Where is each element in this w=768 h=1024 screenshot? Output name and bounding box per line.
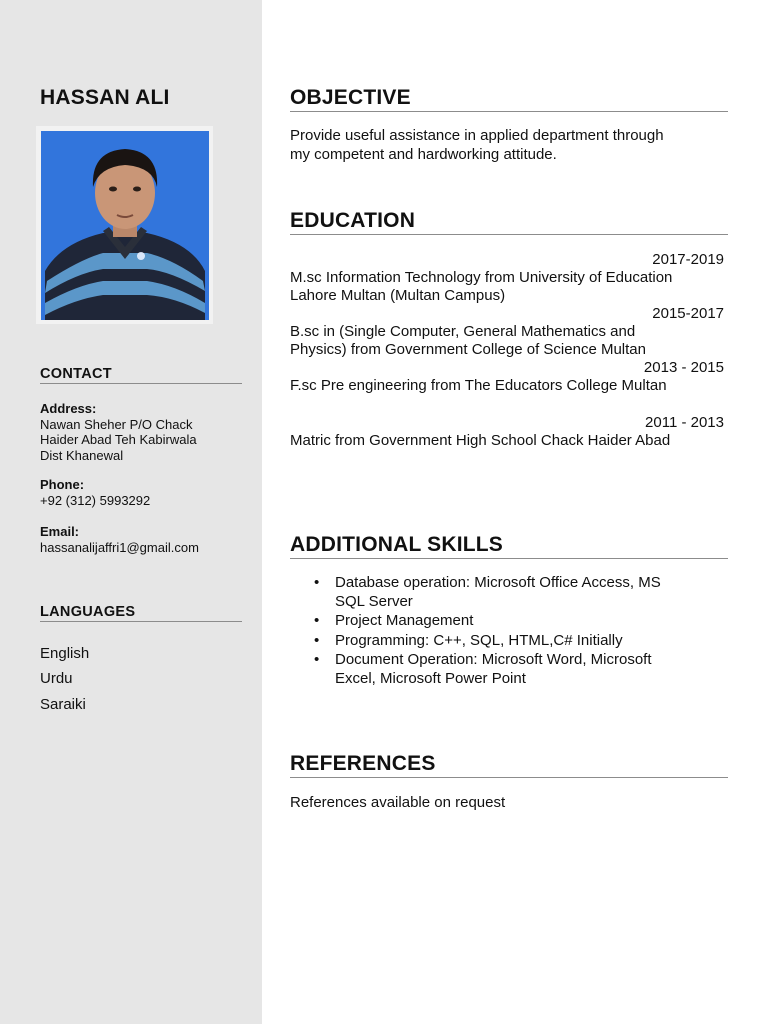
education-entry <box>290 432 730 450</box>
references-heading: REFERENCES <box>290 752 728 778</box>
address-label: Address: <box>40 401 97 416</box>
education-line: Lahore Multan (Multan Campus) <box>290 287 506 304</box>
languages-heading: LANGUAGES <box>40 604 242 622</box>
phone-label: Phone: <box>40 477 85 492</box>
education-years: 2011 - 2013 <box>645 414 724 431</box>
skill-line: Project Management <box>335 612 474 629</box>
language-item: Urdu <box>40 670 73 687</box>
education-years: 2015-2017 <box>652 305 724 322</box>
objective-line: my competent and hardworking attitude. <box>290 145 557 163</box>
bullet-icon: • <box>314 631 320 649</box>
education-line: F.sc Pre engineering from The Educators College Multan <box>290 377 667 394</box>
education-line: B.sc in (Single Computer, General Mathematics and <box>290 323 636 340</box>
contact-address <box>40 401 250 463</box>
language-item: English <box>40 645 90 662</box>
skill-line: Document Operation: Microsoft Word, Microsoft <box>335 651 652 668</box>
skill-line: Excel, Microsoft Power Point <box>335 669 526 687</box>
bullet-icon: • <box>314 651 320 668</box>
education-entry <box>290 323 730 359</box>
skill-item <box>290 632 730 651</box>
address-line: Dist Khanewal <box>40 447 124 463</box>
education-years: 2017-2019 <box>652 251 724 268</box>
education-entry <box>290 377 730 395</box>
phone-value: +92 (312) 5993292 <box>40 492 151 508</box>
skill-line: SQL Server <box>335 592 413 610</box>
objective-heading: OBJECTIVE <box>290 86 728 112</box>
skill-line: Programming: C++, SQL, HTML,C# Initially <box>335 631 623 649</box>
objective-line: Provide useful assistance in applied department through <box>290 127 664 144</box>
education-line: M.sc Information Technology from University of Education <box>290 269 673 286</box>
bullet-icon: • <box>314 612 320 629</box>
education-entry <box>290 269 730 305</box>
skill-item <box>290 612 730 631</box>
skill-line: Database operation: Microsoft Office Access, MS <box>335 574 661 591</box>
education-heading: EDUCATION <box>290 209 728 235</box>
contact-heading: CONTACT <box>40 366 242 384</box>
skill-item <box>290 651 730 688</box>
email-value: hassanalijaffri1@gmail.com <box>40 539 199 555</box>
address-line: Haider Abad Teh Kabirwala <box>40 432 197 447</box>
objective-text <box>290 127 730 164</box>
contact-phone <box>40 477 250 508</box>
bullet-icon: • <box>314 574 320 591</box>
contact-email <box>40 524 250 555</box>
profile-photo <box>36 126 213 324</box>
references-text: References available on request <box>290 794 506 811</box>
education-years: 2013 - 2015 <box>643 359 724 376</box>
skill-item <box>290 574 730 611</box>
email-label: Email: <box>40 524 80 539</box>
person-name: HASSAN ALI <box>40 86 170 109</box>
language-item: Saraiki <box>40 696 86 713</box>
education-line: Physics) from Government College of Science Multan <box>290 341 646 358</box>
skills-heading: ADDITIONAL SKILLS <box>290 533 728 559</box>
portrait-image <box>41 131 209 320</box>
address-line: Nawan Sheher P/O Chack <box>40 416 193 432</box>
skills-list <box>290 574 730 689</box>
education-line: Matric from Government High School Chack Haider Abad <box>290 432 671 449</box>
